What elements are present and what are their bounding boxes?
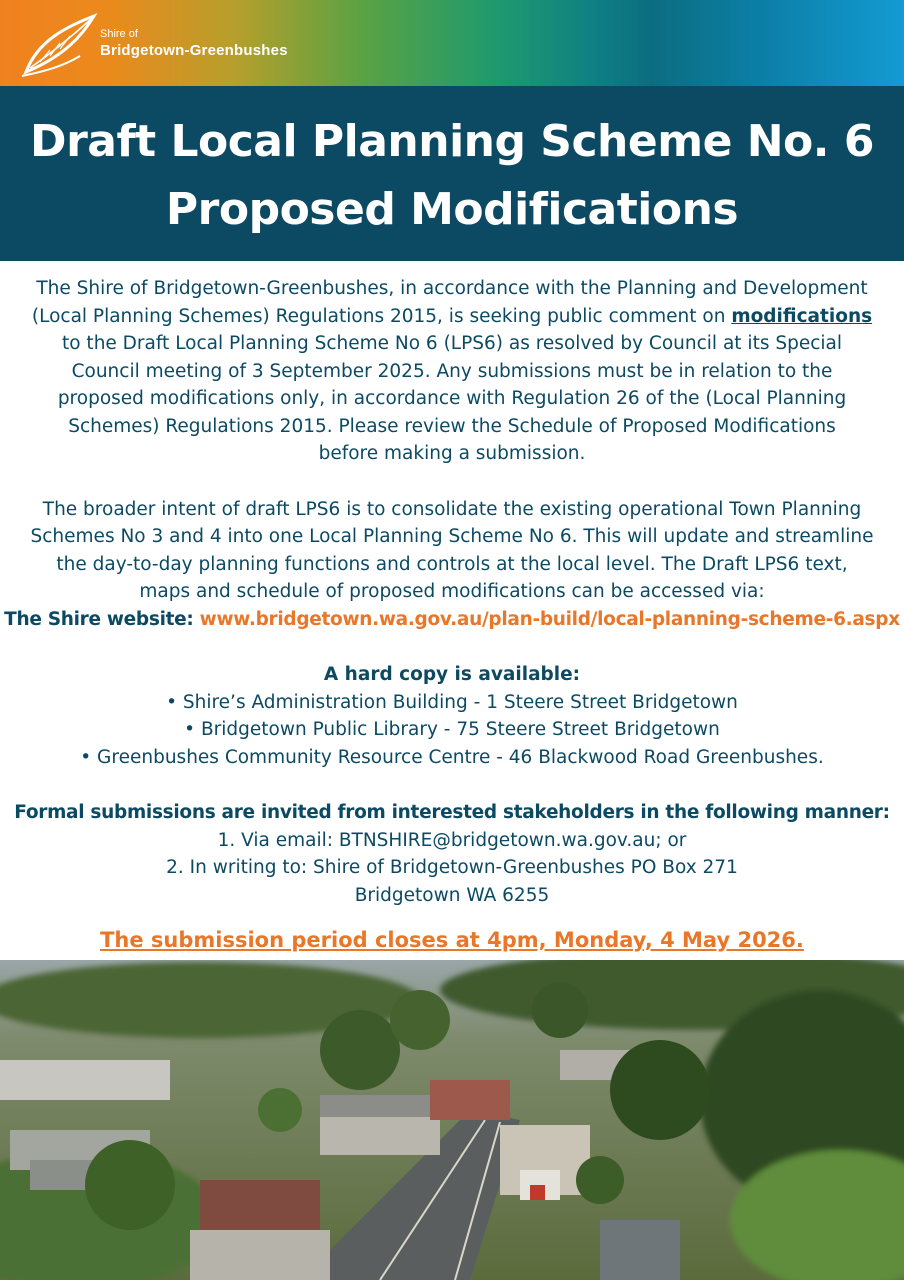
aerial-town-illustration [0,960,904,1280]
logo-shire-name: Bridgetown-Greenbushes [100,42,288,59]
intro-line-5: proposed modifications only, in accordance with Regulation 26 of the (Local Planning [57,388,847,409]
town-aerial-photo [0,960,904,1280]
notice-body [0,275,904,955]
submission-email[interactable]: 1. Via email: BTNSHIRE@bridgetown.wa.gov.au; or [217,829,687,851]
intent-line-1: The broader intent of draft LPS6 is to consolidate the existing operational Town Planning [42,498,862,520]
intro-line-7: before making a submission. [318,443,586,464]
title-line-2: Proposed Modifications [165,184,739,235]
closing-date-notice: The submission period closes at 4pm, Monday, 4 May 2026. [100,928,804,952]
page-title [0,86,904,244]
intent-line-4: maps and schedule of proposed modifications can be accessed via: [139,581,765,602]
hardcopy-item: • Shire’s Administration Building - 1 Steere Street Bridgetown [166,691,738,713]
title-band [0,86,904,261]
hardcopy-item: • Bridgetown Public Library - 75 Steere Street Bridgetown [184,719,720,740]
website-link[interactable]: www.bridgetown.wa.gov.au/plan-build/local-planning-scheme-6.aspx [199,608,900,630]
leaf-logo-icon [20,10,100,80]
hardcopy-heading: A hard copy is available: [323,664,581,685]
modifications-link[interactable]: modifications [731,305,873,327]
header-gradient-strip [0,0,904,86]
logo-small-text: Shire of [100,28,138,40]
submission-writing: 2. In writing to: Shire of Bridgetown-Greenbushes PO Box 271 [166,857,738,878]
intent-line-2: Schemes No 3 and 4 into one Local Planning Scheme No 6. This will update and streamline [30,526,874,547]
intent-line-3: the day-to-day planning functions and controls at the local level. The Draft LPS6 text, [56,553,848,575]
website-line [0,606,904,634]
intro-line-6: Schemes) Regulations 2015. Please review the Schedule of Proposed Modifications [68,415,836,437]
shire-logo[interactable] [20,10,320,80]
title-line-1: Draft Local Planning Scheme No. 6 [30,116,874,167]
submissions-heading: Formal submissions are invited from interested stakeholders in the following manner: [14,802,890,823]
intro-line-4: Council meeting of 3 September 2025. Any submissions must be in relation to the [71,360,833,382]
intro-line-3: to the Draft Local Planning Scheme No 6 (LPS6) as resolved by Council at its Special [61,333,842,354]
intro-line-1: The Shire of Bridgetown-Greenbushes, in accordance with the Planning and Development [36,278,868,299]
website-label: The Shire website: [4,608,200,630]
intro-line-2 [0,303,904,331]
hardcopy-item: • Greenbushes Community Resource Centre - 46 Blackwood Road Greenbushes. [80,746,824,768]
intro-line-2-text: (Local Planning Schemes) Regulations 2015, is seeking public comment on [31,305,732,327]
submission-address: Bridgetown WA 6255 [354,884,550,906]
